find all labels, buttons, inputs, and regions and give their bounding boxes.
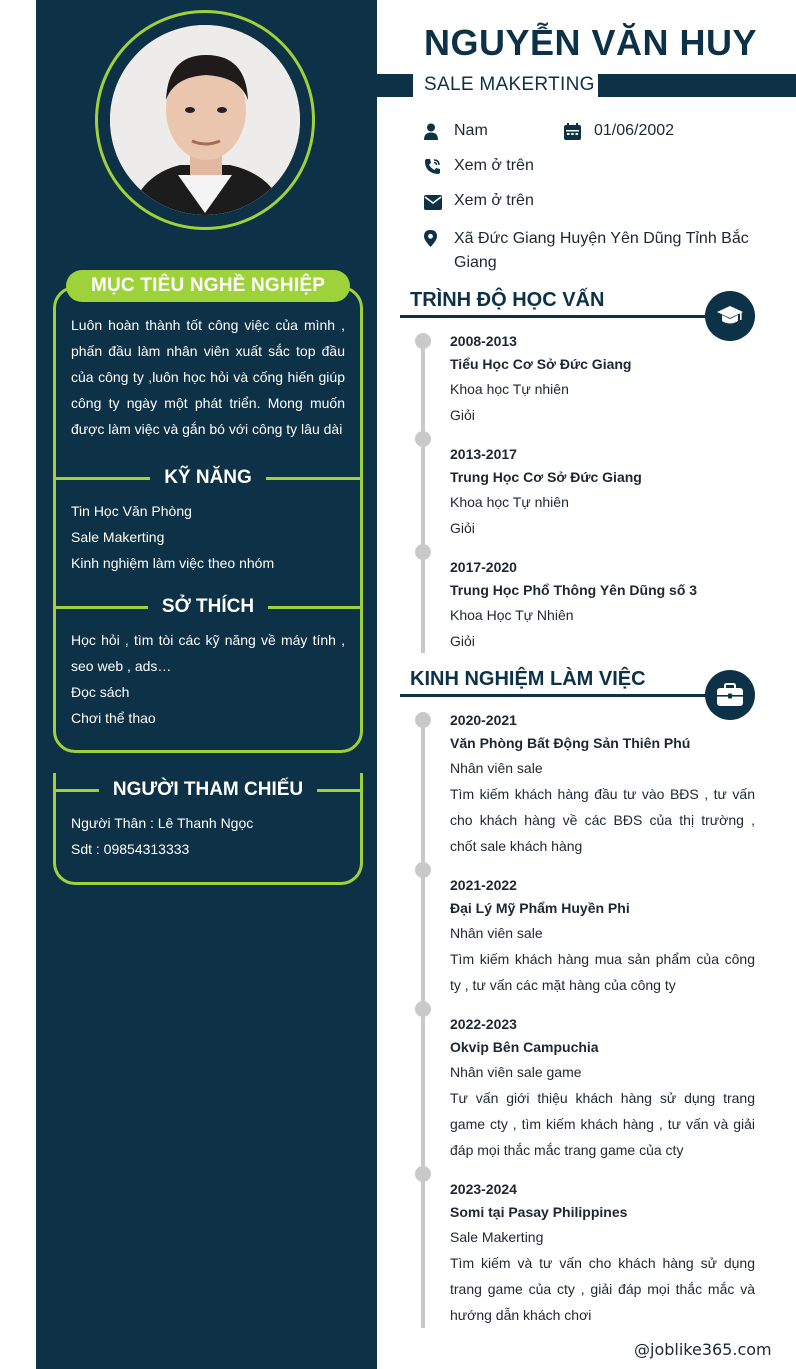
experience-company: Văn Phòng Bất Động Sản Thiên Phú: [450, 735, 691, 751]
experience-period: 2021-2022: [450, 877, 517, 893]
gender-row: [424, 122, 488, 140]
phone-value: Xem ở trên: [454, 157, 534, 174]
reference-item: Sdt : 09854313333: [71, 841, 190, 857]
timeline-dot: [415, 333, 431, 349]
address-row: [424, 227, 754, 275]
experience-timeline: [421, 720, 425, 1328]
map-pin-icon: [424, 227, 454, 247]
header-bar: [598, 74, 796, 97]
email-value: Xem ở trên: [454, 192, 534, 209]
birthday-row: [564, 122, 674, 140]
references-header: [56, 778, 360, 802]
birthday-value: 01/06/2002: [594, 122, 675, 139]
hobbies-title: SỞ THÍCH: [161, 596, 255, 617]
user-icon: [424, 122, 454, 140]
candidate-role: SALE MAKERTING: [424, 74, 595, 95]
phone-icon: [424, 157, 454, 175]
skills-header: [56, 466, 360, 490]
experience-position: Nhân viên sale: [450, 760, 543, 776]
phone-row: [424, 157, 534, 175]
experience-description: Tìm kiếm và tư vấn cho khách hàng sử dụng trang game của cty , giải đáp mọi thắc mắc và hướng dẫn khách chơi: [450, 1255, 755, 1323]
avatar: [110, 25, 300, 215]
calendar-icon: [564, 122, 594, 140]
divider: [56, 789, 99, 792]
objective-title-pill: [66, 270, 350, 302]
divider: [268, 606, 360, 609]
hobby-item: Đọc sách: [71, 684, 130, 700]
header-bar: [377, 74, 413, 97]
divider: [317, 789, 360, 792]
experience-underline: [400, 694, 730, 697]
education-grade: Giỏi: [450, 633, 475, 649]
education-period: 2008-2013: [450, 333, 517, 349]
timeline-dot: [415, 712, 431, 728]
timeline-dot: [415, 544, 431, 560]
skills-title: KỸ NĂNG: [164, 467, 252, 488]
hobby-item: Chơi thể thao: [71, 710, 156, 726]
timeline-dot: [415, 431, 431, 447]
education-grade: Giỏi: [450, 407, 475, 423]
timeline-dot: [415, 1166, 431, 1182]
timeline-dot: [415, 862, 431, 878]
objective-title: MỤC TIÊU NGHỀ NGHIỆP: [90, 275, 326, 296]
education-major: Khoa học Tự nhiên: [450, 381, 569, 397]
address-value: Xã Đức Giang Huyện Yên Dũng Tỉnh Bắc Giang: [454, 230, 749, 271]
skill-item: Sale Makerting: [71, 529, 165, 545]
hobbies-list: [71, 627, 345, 731]
skill-item: Kinh nghiệm làm việc theo nhóm: [71, 555, 275, 571]
hobbies-header: [56, 595, 360, 619]
divider: [266, 477, 360, 480]
experience-period: 2022-2023: [450, 1016, 517, 1032]
divider: [56, 606, 148, 609]
education-entry: [450, 443, 755, 541]
experience-position: Sale Makerting: [450, 1229, 544, 1245]
education-period: 2017-2020: [450, 559, 517, 575]
experience-company: Đại Lý Mỹ Phẩm Huyền Phi: [450, 900, 630, 916]
experience-position: Nhân viên sale: [450, 925, 543, 941]
experience-company: Somi tại Pasay Philippines: [450, 1204, 628, 1220]
candidate-name: NGUYỄN VĂN HUY: [424, 22, 758, 63]
experience-entry: [450, 1013, 755, 1163]
reference-item: Người Thân : Lê Thanh Ngọc: [71, 815, 254, 831]
avatar-frame: [95, 10, 315, 230]
education-major: Khoa học Tự nhiên: [450, 494, 569, 510]
experience-description: Tìm kiếm khách hàng mua sản phẩm của công ty , tư vấn các mặt hàng của công ty: [450, 951, 755, 993]
references-list: [71, 810, 345, 862]
avatar-photo: [110, 25, 300, 215]
education-school: Trung Học Phổ Thông Yên Dũng số 3: [450, 582, 698, 598]
education-entry: [450, 556, 755, 654]
references-title: NGƯỜI THAM CHIẾU: [112, 779, 304, 800]
education-school: Tiểu Học Cơ Sở Đức Giang: [450, 356, 632, 372]
experience-entry: [450, 709, 755, 859]
skill-item: Tin Học Văn Phòng: [71, 503, 192, 519]
skills-list: [71, 498, 345, 576]
education-grade: Giỏi: [450, 520, 475, 536]
education-entry: [450, 330, 755, 428]
gender-value: Nam: [454, 122, 488, 139]
education-timeline: [421, 341, 425, 653]
divider: [56, 477, 150, 480]
watermark: @joblike365.com: [634, 1340, 772, 1359]
education-school: Trung Học Cơ Sở Đức Giang: [450, 469, 642, 485]
experience-entry: [450, 1178, 755, 1328]
experience-entry: [450, 874, 755, 998]
experience-position: Nhân viên sale game: [450, 1064, 582, 1080]
education-major: Khoa Học Tự Nhiên: [450, 607, 574, 623]
envelope-icon: [424, 192, 454, 210]
education-underline: [400, 315, 730, 318]
education-period: 2013-2017: [450, 446, 517, 462]
experience-period: 2020-2021: [450, 712, 517, 728]
timeline-dot: [415, 1001, 431, 1017]
experience-title: KINH NGHIỆM LÀM VIỆC: [410, 668, 646, 690]
hobby-item: Học hỏi , tìm tòi các kỹ năng về máy tính , seo web , ads…: [71, 632, 345, 674]
education-title: TRÌNH ĐỘ HỌC VẤN: [410, 289, 605, 311]
email-row: [424, 192, 534, 210]
experience-period: 2023-2024: [450, 1181, 517, 1197]
experience-description: Tư vấn giới thiệu khách hàng sử dụng trang game cty , tìm kiếm khách hàng , tư vấn và giải đáp mọi thắc mắc trang game của cty: [450, 1090, 755, 1158]
objective-text: Luôn hoàn thành tốt công việc của mình , phấn đầu làm nhân viên xuất sắc top đầu của công ty ,luôn học hỏi và cống hiến giúp công ty ngày một phát triển. Mong muốn được làm việc và gắn bó với công ty lâu dài: [71, 317, 345, 437]
experience-description: Tìm kiếm khách hàng đầu tư vào BĐS , tư vấn cho khách hàng về các BĐS của thị trường , chốt sale khách hàng: [450, 786, 755, 854]
experience-company: Okvip Bên Campuchia: [450, 1039, 599, 1055]
